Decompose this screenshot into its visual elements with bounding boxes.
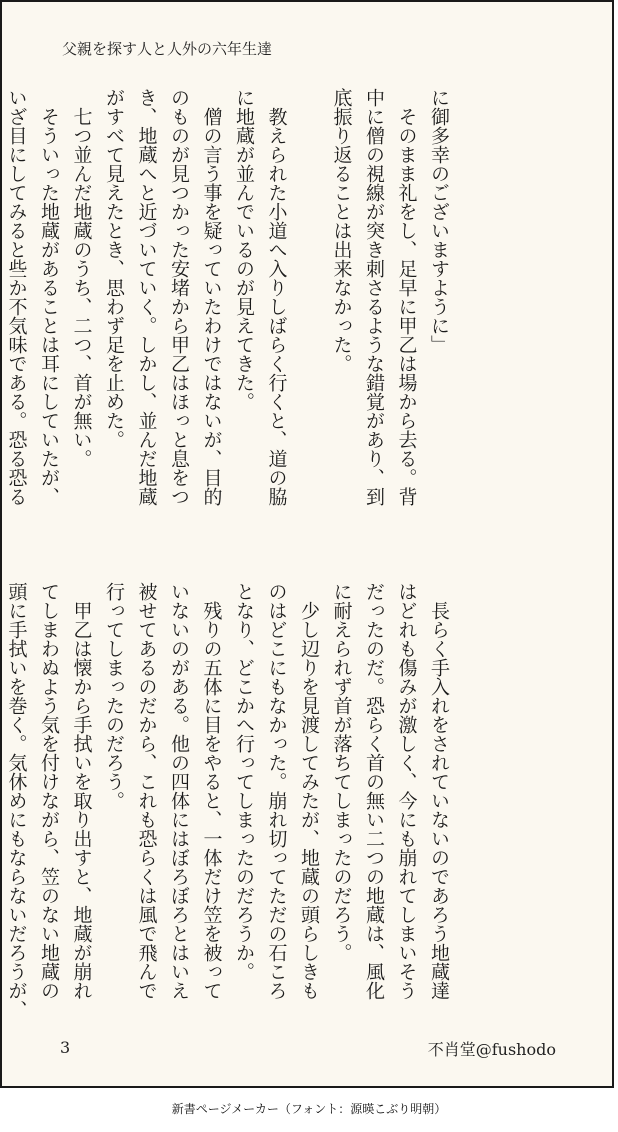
text-line: 残りの五体に目をやると、一体だけ笠を被って	[200, 582, 223, 1000]
text-line: そのまま礼をし、足早に甲乙は場から去る。背	[395, 88, 418, 506]
text-line: 頭に手拭いを巻く。気休めにもならないだろうが、	[5, 582, 28, 1019]
text-line: に耐えられず首が落ちてしまったのだろう。	[330, 582, 353, 962]
text-line: 七つ並んだ地蔵のうち、二つ、首が無い。	[70, 88, 93, 468]
text-line: 行ってしまったのだろう。	[103, 582, 125, 810]
text-line: いないのがある。他の四体にはぼろぼろとはいえ	[168, 582, 190, 1000]
blank-line	[293, 88, 326, 538]
text-line: 僧の言う事を疑っていたわけではないが、目的	[200, 88, 223, 506]
text-line: き、地蔵へと近づいていく。しかし、並んだ地蔵	[135, 88, 158, 506]
text-line: のはどこにもなかった。崩れ切ってただの石ころ	[265, 582, 288, 1000]
text-line: のものが見つかった安堵から甲乙はほっと息をつ	[168, 88, 190, 506]
text-line: はどれも傷みが激しく、今にも崩れてしまいそう	[395, 582, 418, 1000]
text-line: 底振り返ることは出来なかった。	[330, 88, 353, 373]
text-line: 被せてあるのだから、これも恐らくは風で飛んで	[135, 582, 158, 1000]
text-line: がすべて見えたとき、思わず足を止めた。	[103, 88, 125, 449]
text-line: 長らく手入れをされていないのであろう地蔵達	[428, 582, 450, 1000]
text-line: いざ目にしてみると些か不気味である。恐る恐る	[5, 88, 28, 506]
text-line: 教えられた小道へ入りしばらく行くと、道の脇	[265, 88, 288, 506]
author-credit: 不肖堂@fushodo	[427, 1040, 556, 1059]
app-credit-footer: 新書ページメーカー（フォント：源暎こぶり明朝）	[171, 1102, 447, 1116]
text-line: そういった地蔵があることは耳にしていたが、	[38, 88, 60, 506]
bottom-text-block	[0, 582, 520, 1022]
text-line: てしまわぬよう気を付けながら、笠のない地蔵の	[38, 582, 60, 1000]
text-line: に地蔵が並んでいるのが見えてきた。	[233, 88, 255, 411]
page-number: 3	[60, 1038, 71, 1057]
text-line: だったのだ。恐らく首の無い二つの地蔵は、風化	[363, 582, 385, 1000]
text-line: に御多幸のございますように」	[428, 88, 450, 354]
text-line: 少し辺りを見渡してみたが、地蔵の頭らしきも	[298, 582, 320, 1000]
running-header-title: 父親を探す人と人外の六年生達	[62, 40, 273, 58]
text-line: となり、どこかへ行ってしまったのだろうか。	[233, 582, 255, 981]
text-line: 甲乙は懐から手拭いを取り出すと、地蔵が崩れ	[70, 582, 93, 1000]
top-text-block	[0, 88, 520, 538]
text-line: 中に僧の視線が突き刺さるような錯覚があり、到	[363, 88, 385, 506]
